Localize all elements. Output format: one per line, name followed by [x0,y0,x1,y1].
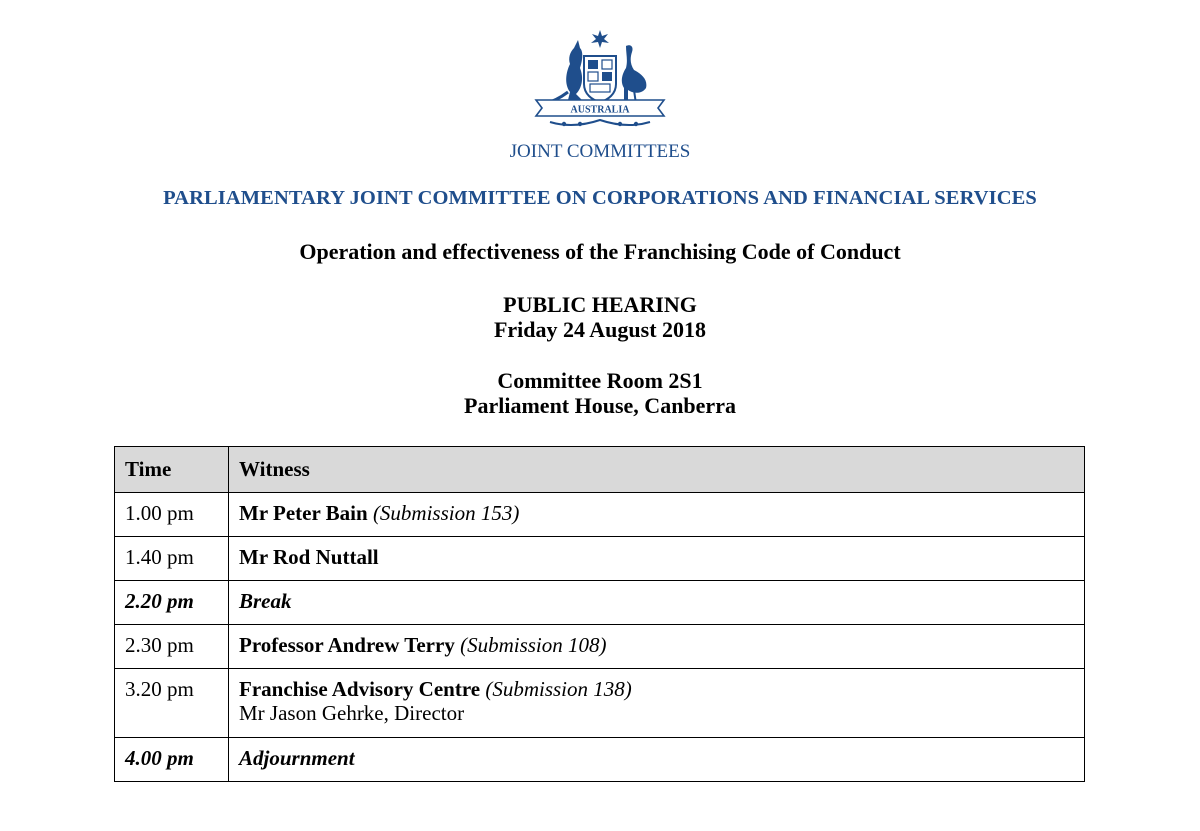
submission-ref: (Submission 138) [485,677,632,701]
row-time: 1.40 pm [115,537,229,581]
committee-name: PARLIAMENTARY JOINT COMMITTEE ON CORPORATIONS AND FINANCIAL SERVICES [163,187,1037,209]
table-row [115,669,1085,738]
row-time: 4.00 pm [115,738,229,782]
joint-committees-label: JOINT COMMITTEES [509,141,691,162]
witness-name: Mr Rod Nuttall [239,545,379,569]
row-time: 1.00 pm [115,493,229,537]
column-header-time: Time [115,447,229,493]
row-witness [229,493,1085,537]
witness-name: Franchise Advisory Centre [239,677,481,701]
hearing-schedule-table [114,446,1085,782]
venue-room: Committee Room 2S1 [497,368,703,393]
inquiry-title: Operation and effectiveness of the Franchising Code of Conduct [299,239,901,264]
crest-banner-text: AUSTRALIA [570,104,630,116]
row-adjournment: Adjournment [229,738,1085,782]
row-time: 2.30 pm [115,625,229,669]
witness-name: Mr Peter Bain [239,501,368,525]
row-witness [229,669,1085,738]
table-row [115,493,1085,537]
row-witness [229,625,1085,669]
row-time: 3.20 pm [115,669,229,738]
hearing-type: PUBLIC HEARING [503,292,697,317]
venue-info [0,368,1200,418]
submission-ref: (Submission 153) [372,501,520,525]
column-header-witness: Witness [229,447,1085,493]
table-row [115,581,1085,625]
row-time: 2.20 pm [115,581,229,625]
witness-name: Professor Andrew Terry [239,633,455,657]
submission-ref: (Submission 108) [460,633,607,657]
row-witness [229,537,1085,581]
table-row [115,738,1085,782]
witness-detail: Mr Jason Gehrke, Director [239,701,465,725]
table-header-row [115,447,1085,493]
table-row [115,537,1085,581]
venue-location: Parliament House, Canberra [464,393,736,418]
hearing-date: Friday 24 August 2018 [493,317,707,342]
table-row [115,625,1085,669]
hearing-info [0,292,1200,342]
row-break: Break [229,581,1085,625]
coat-of-arms-logo [530,28,670,130]
